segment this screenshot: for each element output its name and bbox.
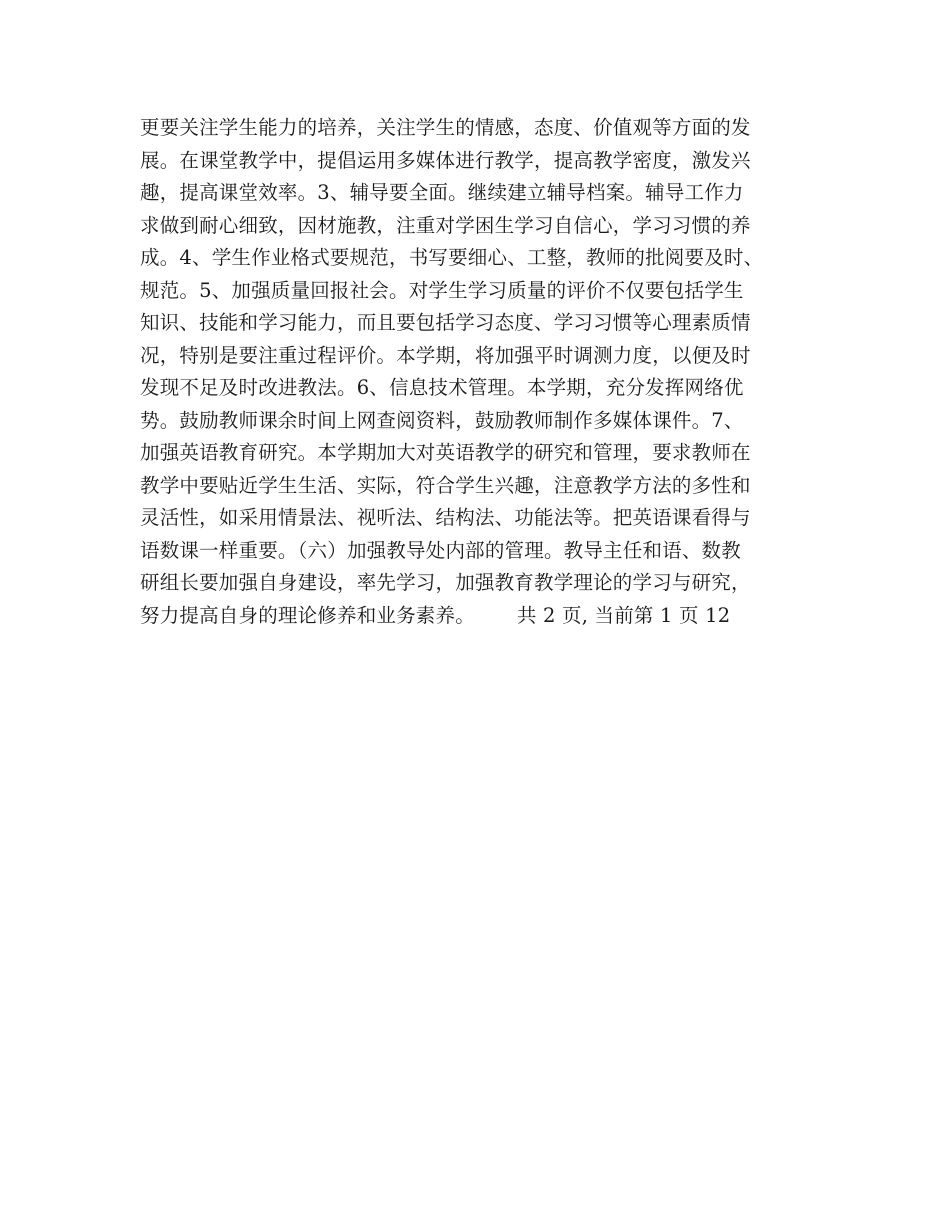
text-line: 教学中要贴近学生生活、实际，符合学生兴趣，注意教学方法的多性和 <box>140 473 751 497</box>
text-line: 规范。5、加强质量回报社会。对学生学习质量的评价不仅要包括学生 <box>140 278 744 302</box>
text-line: 求做到耐心细致，因材施教，注重对学困生学习自信心，学习习惯的养 <box>140 213 751 237</box>
text-line: 灵活性，如采用情景法、视听法、结构法、功能法等。把英语课看得与 <box>140 506 751 529</box>
text-line: 加强英语教育研究。本学期加大对英语教学的研究和管理，要求教师在 <box>140 441 751 464</box>
page-indicator: 共 2 页, 当前第 1 页 12 <box>516 603 731 627</box>
text-line: 更要关注学生能力的培养，关注学生的情感，态度、价值观等方面的发 <box>140 116 751 139</box>
body-text <box>140 112 830 632</box>
text-line: 语数课一样重要。（六）加强教导处内部的管理。教导主任和语、数教 <box>140 538 741 562</box>
last-line-text: 努力提高自身的理论修养和业务素养。 <box>140 603 475 627</box>
text-line: 成。4、学生作业格式要规范，书写要细心、工整，教师的批阅要及时、 <box>140 246 764 269</box>
text-line: 发现不足及时改进教法。6、信息技术管理。本学期，充分发挥网络优 <box>140 376 744 399</box>
text-line: 展。在课堂教学中，提倡运用多媒体进行教学，提高教学密度，激发兴 <box>140 148 751 172</box>
text-line: 知识、技能和学习能力，而且要包括学习态度、学习习惯等心理素质情 <box>140 311 751 334</box>
text-line: 况，特别是要注重过程评价。本学期，将加强平时调测力度，以便及时 <box>140 343 751 367</box>
text-line: 研组长要加强自身建设，率先学习，加强教育教学理论的学习与研究， <box>140 571 751 594</box>
text-line: 趣，提高课堂效率。3、辅导要全面。继续建立辅导档案。辅导工作力 <box>140 181 744 204</box>
last-text-line <box>140 600 830 633</box>
text-line: 势。鼓励教师课余时间上网查阅资料，鼓励教师制作多媒体课件。7、 <box>140 408 744 432</box>
